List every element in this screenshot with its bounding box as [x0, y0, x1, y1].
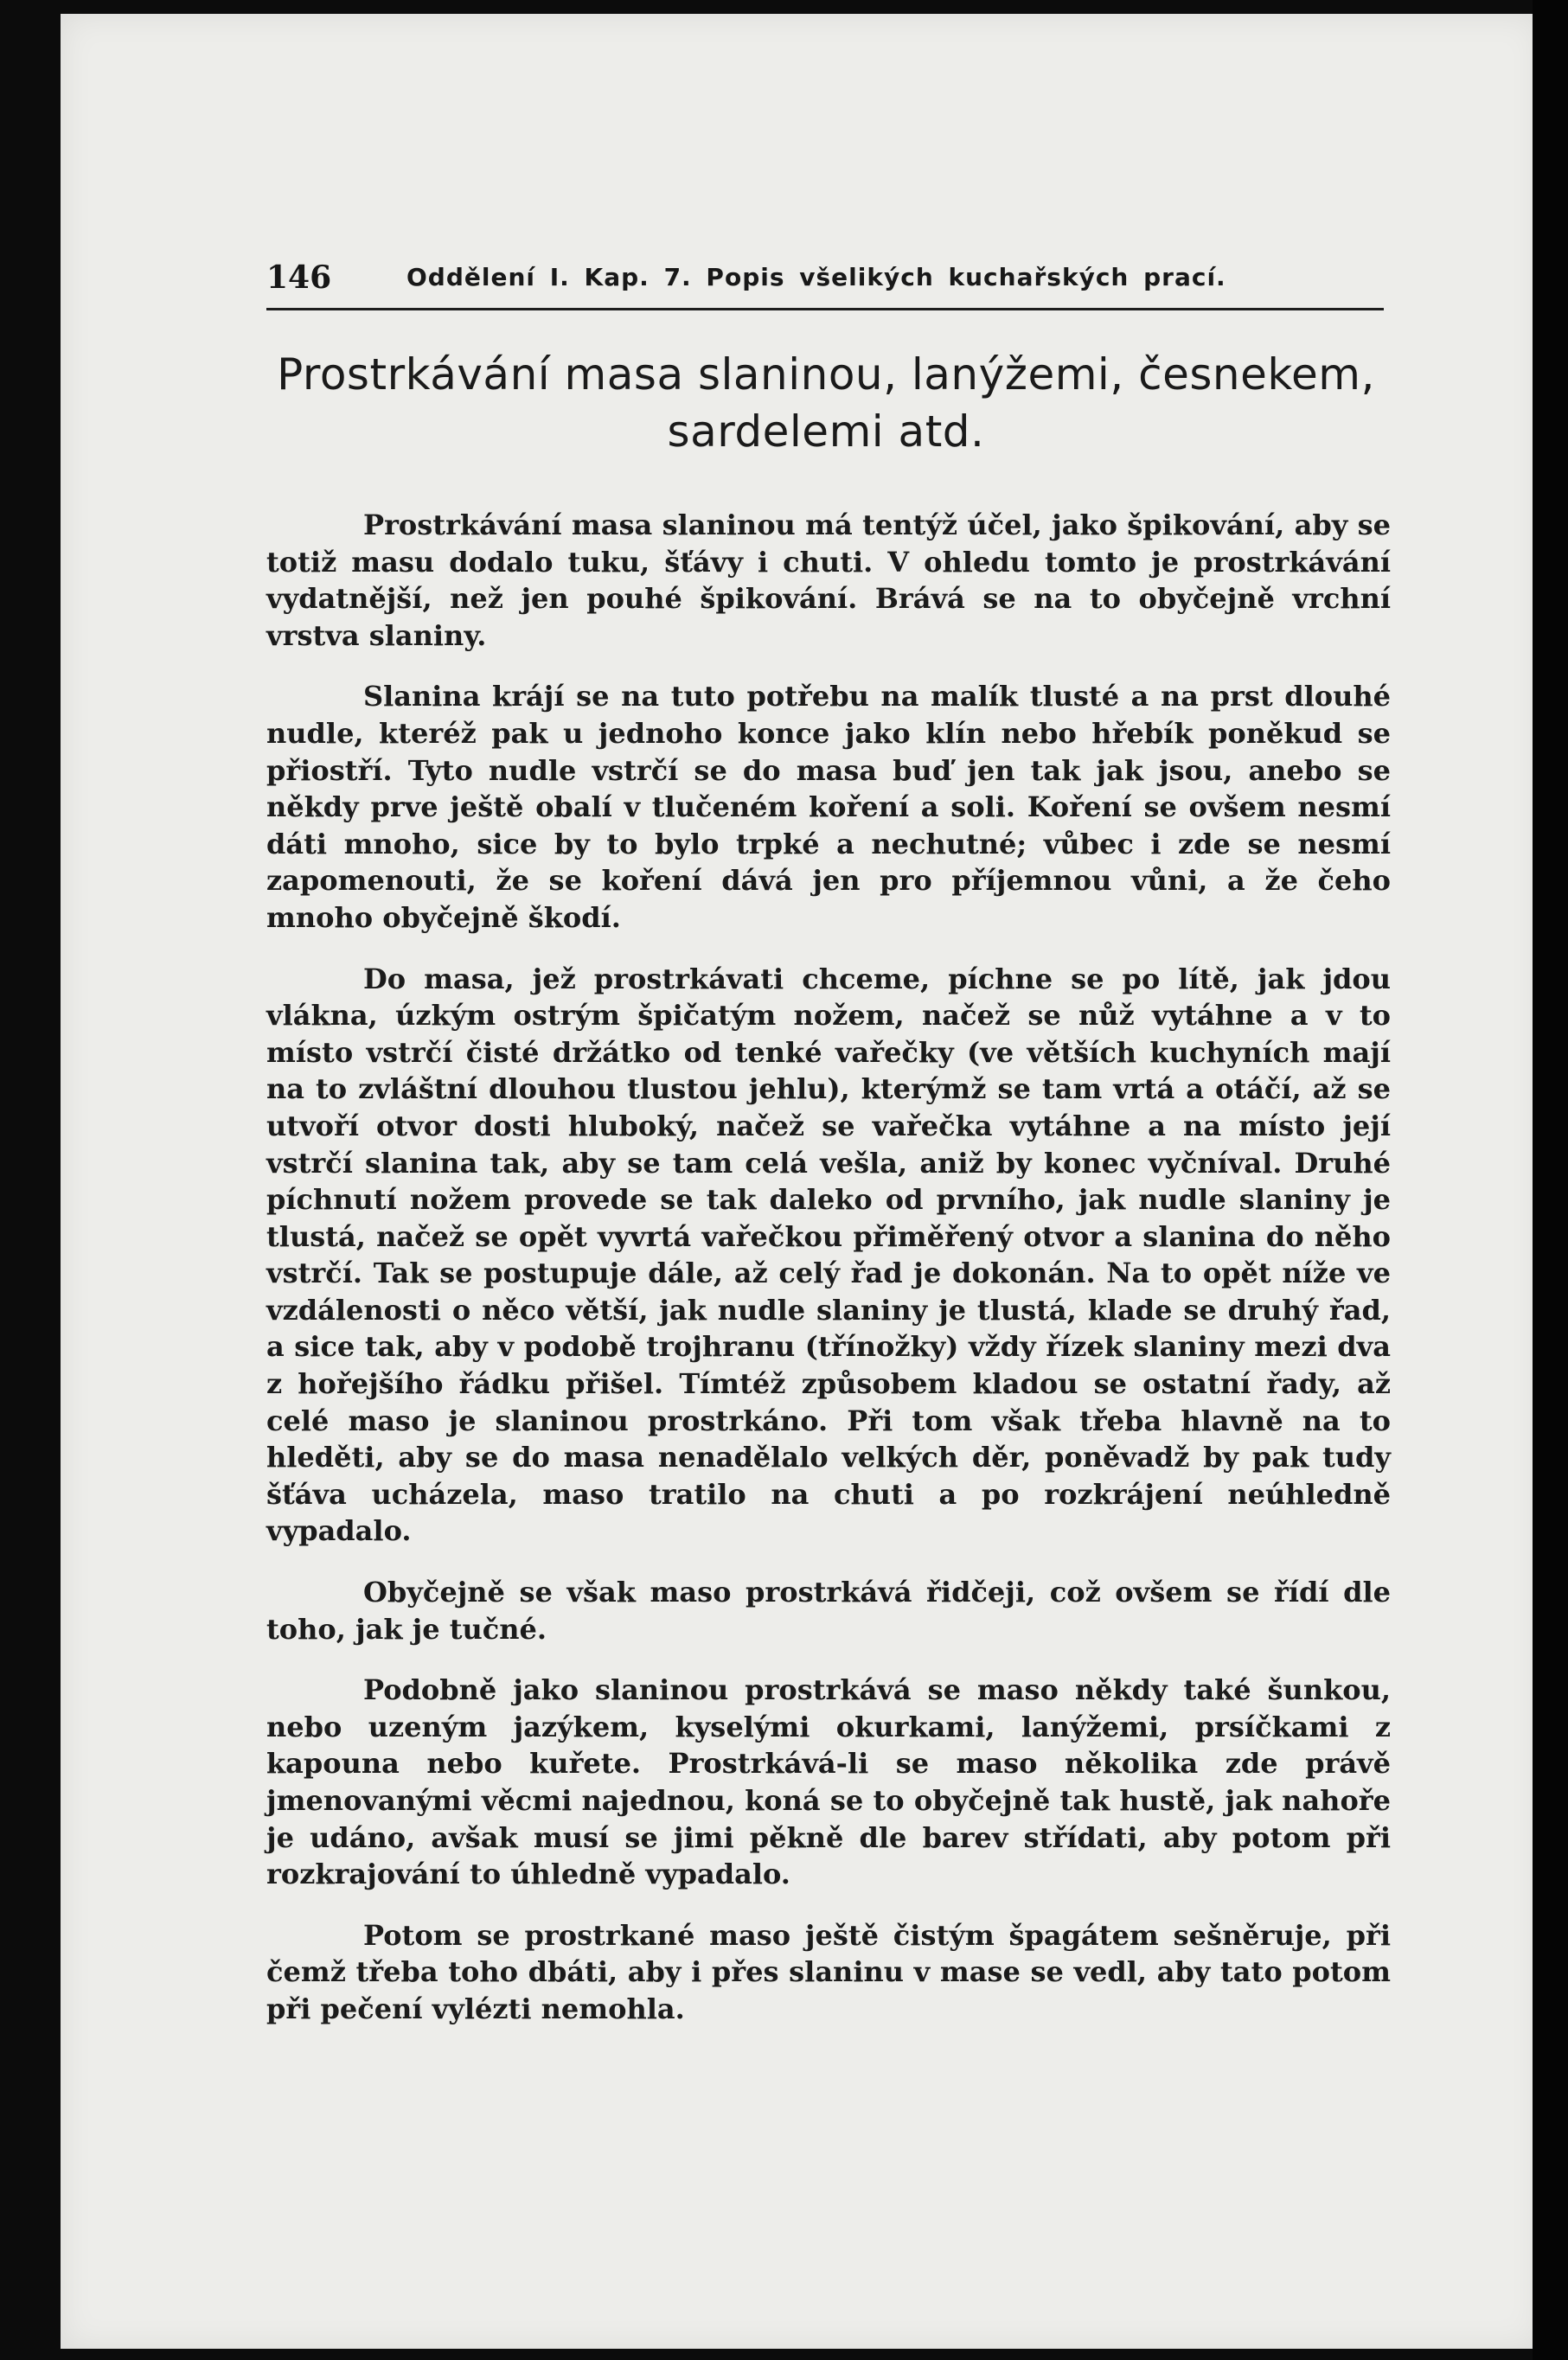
section-title — [259, 346, 1392, 460]
header-rule — [266, 308, 1384, 310]
paragraph-4: Obyčejně se však maso prostrkává řidčeji, což ovšem se řídí dle toho, jak je tučné. — [266, 1576, 1391, 1646]
paragraph-3: Do masa, jež prostrkávati chceme, píchne se po lítě, jak jdou vlákna, úzkým ostrým špičatým nožem, načež se nůž vytáhne a v to místo vstrčí čisté držátko od tenké vařečky (ve větších kuchyních mají na to zvláštní dlouhou tlustou jehlu), kterýmž se tam vrtá a otáčí, až se utvoří otvor dosti hluboký, načež se vařečka vytáhne a na místo její vstrčí slanina tak, aby se tam celá vešla, aniž by konec vyčníval. Druhé píchnutí nožem provede se tak daleko od prvního, jak nudle slaniny je tlustá, načež se opět vyvrtá vařečkou přiměřený otvor a slanina do něho vstrčí. Tak se postupuje dále, až celý řad je dokonán. Na to opět níže ve vzdálenosti o něco větší, jak nudle slaniny je tlustá, klade se druhý řad, a sice tak, aby v podobě trojhranu (třínožky) vždy řízek slaniny mezi dva z hořejšího řádku přišel. Tímtéž způsobem kladou se ostatní řady, až celé maso je slaninou prostrkáno. Při tom však třeba hlavně na to hleděti, aby se do masa nenadělalo velkých děr, poněvadž by pak tudy šťáva ucházela, maso tratilo na chuti a po rozkrájení neúhledně vypadalo. — [266, 962, 1391, 1548]
scan-edge — [1533, 0, 1568, 2360]
section-title-line-2: sardelemi atd. — [667, 406, 985, 457]
running-title: Oddělení I. Kap. 7. Popis všelikých kuchařských prací. — [406, 263, 1226, 291]
section-title-line-1: Prostrkávání masa slaninou, lanýžemi, česnekem, — [277, 349, 1375, 400]
page-header — [266, 259, 1382, 303]
paragraph-1: Prostrkávání masa slaninou má tentýž účel, jako špikování, aby se totiž masu dodalo tuku, šťávy i chuti. V ohledu tomto je prostrkávání vydatnější, než jen pouhé špikování. Brává se na to obyčejně vrchní vrstva slaniny. — [266, 508, 1391, 652]
paragraph-5: Podobně jako slaninou prostrkává se maso někdy také šunkou, nebo uzeným jazýkem, kyselými okurkami, lanýžemi, prsíčkami z kapouna nebo kuřete. Prostrkává-li se maso několika zde právě jmenovanými věcmi najednou, koná se to obyčejně tak hustě, jak nahoře je udáno, avšak musí se jimi pěkně dle barev střídati, aby potom při rozkrajování to úhledně vypadalo. — [266, 1673, 1391, 1891]
page-number: 146 — [266, 259, 332, 296]
paragraph-6: Potom se prostrkané maso ještě čistým špagátem sešněruje, při čemž třeba toho dbáti, aby i přes slaninu v mase se vedl, aby tato potom při pečení vylézti nemohla. — [266, 1918, 1391, 2025]
body-text — [266, 507, 1391, 2052]
paragraph-2: Slanina krájí se na tuto potřebu na malík tlusté a na prst dlouhé nudle, kteréž pak u jednoho konce jako klín nebo hřebík poněkud se přiostří. Tyto nudle vstrčí se do masa buď jen tak jak jsou, anebo se někdy prve ještě obalí v tlučeném koření a soli. Koření se ovšem nesmí dáti mnoho, sice by to bylo trpké a nechutné; vůbec i zde se nesmí zapomenouti, že se koření dává jen pro příjemnou vůni, a že čeho mnoho obyčejně škodí. — [266, 680, 1391, 934]
